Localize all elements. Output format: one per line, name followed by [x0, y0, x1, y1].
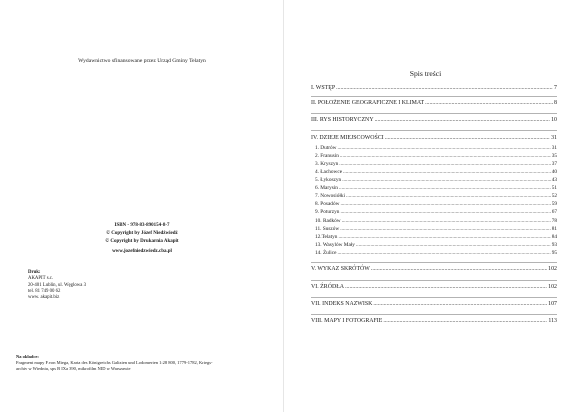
toc-entry-label: 7. Nowosiółki [315, 193, 346, 199]
toc-page-number: 7 [554, 85, 557, 91]
toc-dot-leader [337, 250, 550, 256]
toc-subentry [315, 161, 557, 167]
toc-subentry [315, 145, 557, 151]
toc-dot-leader [340, 201, 550, 207]
toc-subentry [315, 250, 557, 256]
toc-subentry [315, 185, 557, 191]
toc-chapter [311, 117, 557, 123]
toc-subentry [315, 226, 557, 232]
cover-note [16, 354, 266, 373]
printer-line: tel. 81 749 00 62 [28, 288, 61, 294]
toc-dot-leader [373, 301, 547, 307]
toc-entry-label: VII. INDEKS NAZWISK [311, 301, 373, 307]
toc-entry-label: 14. Żulice [315, 250, 337, 256]
toc-subentry [315, 193, 557, 199]
toc-page-number: 10 [551, 117, 557, 123]
toc-page-number: 51 [551, 185, 557, 191]
toc-entry-label: 8. Posadów [315, 201, 340, 207]
toc-subentry [315, 234, 557, 240]
toc-chapter [311, 266, 557, 272]
toc-page-number: 52 [551, 193, 557, 199]
toc-chapter [311, 301, 557, 307]
copyright-author: © Copyright by Józef Niedźwiedź [106, 231, 178, 236]
toc-subentry [315, 201, 557, 207]
toc-page-number: 35 [551, 153, 557, 159]
toc-separator [311, 262, 557, 263]
toc-entry-label: IV. DZIEJE MIEJSCOWOŚCI [311, 135, 384, 141]
toc-separator [311, 314, 557, 315]
toc-entry-label: 5. Łykoszyn [315, 177, 342, 183]
toc-page-number: 81 [551, 226, 557, 232]
toc-subentry [315, 209, 557, 215]
toc-page-number: 43 [551, 177, 557, 183]
toc-page-number: 8 [554, 100, 557, 106]
toc-page-number: 40 [551, 169, 557, 175]
printer-line: 20-401 Lublin, ul. Węglowa 3 [28, 282, 86, 288]
toc-subentry [315, 242, 557, 248]
toc-page-number: 107 [548, 301, 557, 307]
toc-dot-leader [339, 161, 550, 167]
printer-info [28, 270, 86, 301]
toc-dot-leader [342, 177, 551, 183]
toc-page-number: 102 [548, 284, 557, 290]
toc-entry-label: II. POŁOŻENIE GEOGRAFICZNE I KLIMAT [311, 100, 425, 106]
toc-entry-label: 12.Telatyn [315, 234, 338, 240]
author-website: www.jozefniedzwiedz.cba.pl [112, 249, 172, 254]
toc-dot-leader [343, 169, 551, 175]
toc-dot-leader [337, 145, 550, 151]
right-page [284, 0, 567, 412]
toc-entry-label: V. WYKAZ SKRÓTÓW [311, 266, 370, 272]
cover-note-heading: Na okładce: [16, 354, 39, 359]
toc-chapter [311, 135, 557, 141]
toc-dot-leader [346, 193, 551, 199]
toc-chapter [311, 318, 557, 324]
toc-entry-label: 13. Wasylów Mały [315, 242, 355, 248]
toc-dot-leader [375, 117, 551, 123]
toc-page-number: 93 [551, 242, 557, 248]
toc-dot-leader [356, 242, 551, 248]
toc-title: Spis treści [409, 69, 442, 78]
toc-entry-label: III. RYS HISTORYCZNY [311, 117, 374, 123]
cover-note-line: archiv w Wiedniu, sps B IXa 390, mikrofilm NID w Warszawie [16, 366, 131, 372]
toc-subentry [315, 218, 557, 224]
toc-dot-leader [340, 209, 550, 215]
toc-entry-label: VI. ŹRÓDŁA [311, 284, 345, 290]
toc-dot-leader [371, 266, 547, 272]
printer-line: AKAPIT s.c. [28, 276, 54, 282]
toc-entry-label: 6. Marysin [315, 185, 338, 191]
toc-dot-leader [342, 218, 551, 224]
publication-info [0, 222, 284, 256]
funding-note: Wydawnictwo sfinansowane przez Urząd Gminy Telatyn [78, 58, 206, 64]
cover-note-line: Fragment mapy F.von Miega, Karta des Königreichs Galizien und Lodomerien 1:28 800, 1779-1782, Kriegs- [16, 360, 213, 366]
toc-page-number: 67 [551, 209, 557, 215]
toc-page-number: 113 [548, 318, 557, 324]
toc-subentry [315, 177, 557, 183]
toc-separator [311, 130, 557, 131]
toc-dot-leader [340, 226, 550, 232]
toc-separator [311, 280, 557, 281]
toc-entry-label: 2. Franusin [315, 153, 339, 159]
toc-separator [311, 96, 557, 97]
toc-entry-label: 10. Radków [315, 218, 341, 224]
toc-separator [311, 113, 557, 114]
toc-dot-leader [383, 318, 547, 324]
isbn: ISBN - 978-83-890154-8-7 [114, 223, 170, 228]
toc-page-number: 59 [551, 201, 557, 207]
toc-page-number: 84 [551, 234, 557, 240]
toc-dot-leader [339, 185, 551, 191]
toc-page-number: 95 [551, 250, 557, 256]
toc-page-number: 31 [551, 145, 557, 151]
printer-heading: Druk: [28, 270, 41, 275]
toc-dot-leader [336, 85, 553, 91]
toc-page-number: 102 [548, 266, 557, 272]
toc-chapter [311, 85, 557, 91]
toc-entry-label: 4. Łachowce [315, 169, 343, 175]
toc-entry-label: 9. Poturzyn [315, 209, 340, 215]
toc-entry-label: 3. Kryszyn [315, 161, 339, 167]
toc-dot-leader [340, 153, 551, 159]
toc-dot-leader [345, 284, 547, 290]
toc-entry-label: 1. Dutrów [315, 145, 337, 151]
toc-dot-leader [425, 100, 553, 106]
toc-page-number: 37 [551, 161, 557, 167]
toc-dot-leader [338, 234, 550, 240]
copyright-printer: © Copyright by Drukarnia Akapit [105, 239, 179, 244]
toc-chapter [311, 100, 557, 106]
toc-page-number: 78 [551, 218, 557, 224]
printer-line: www. akapit.biz [28, 295, 60, 301]
toc-entry-label: 11. Suszów [315, 226, 340, 232]
toc-subentry [315, 153, 557, 159]
toc-subentry [315, 169, 557, 175]
toc-entry-label: I. WSTĘP [311, 85, 336, 91]
toc-entry-label: VIII. MAPY I FOTOGRAFIE [311, 318, 383, 324]
toc-page-number: 31 [551, 135, 557, 141]
toc-separator [311, 297, 557, 298]
toc-dot-leader [385, 135, 550, 141]
toc-chapter [311, 284, 557, 290]
